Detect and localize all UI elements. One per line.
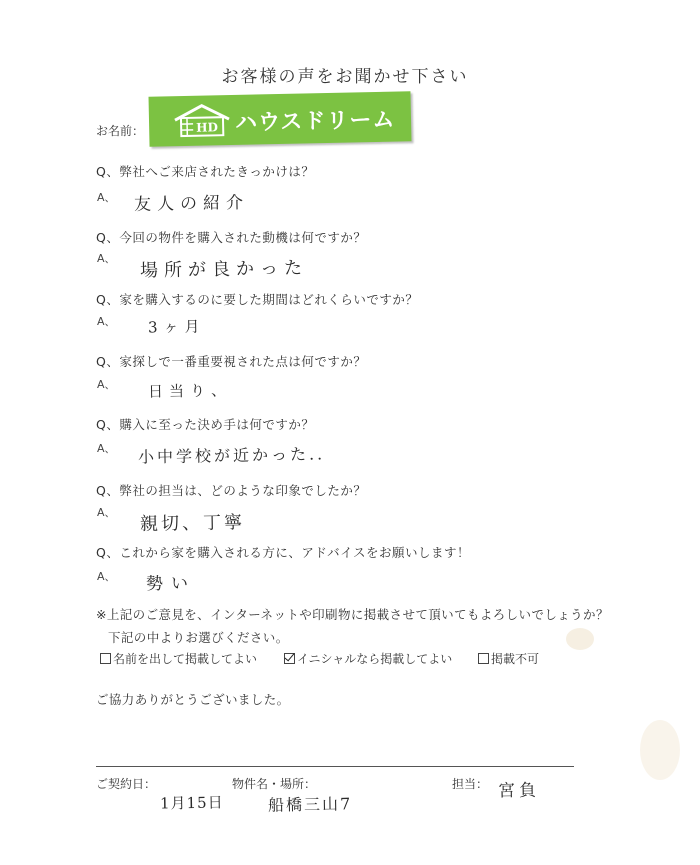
answer-2-label: A、	[97, 252, 116, 265]
answer-7-label: A、	[97, 570, 116, 583]
answer-7: 勢い	[145, 573, 197, 595]
answer-2: 場所が良かった	[139, 257, 309, 282]
house-logo-icon	[173, 103, 232, 138]
thanks-message: ご協力ありがとうございました。	[96, 692, 290, 707]
footer-divider	[96, 766, 574, 767]
property-value: 船橋三山7	[267, 794, 353, 815]
question-4: Q、家探しで一番重要視された点は何ですか？	[96, 354, 367, 369]
answer-3: 3ヶ月	[147, 317, 206, 337]
staff-label: 担当：	[452, 777, 489, 791]
property-label: 物件名・場所：	[232, 777, 317, 791]
option-initials-label: イニシャルなら掲載してよい	[297, 652, 453, 666]
option-full-name[interactable]	[100, 650, 257, 667]
answer-5-label: A、	[97, 442, 116, 455]
answer-5: 小中学校が近かった..	[137, 444, 326, 467]
answer-1: 友人の紹介	[133, 192, 250, 216]
question-7: Q、これから家を購入される方に、アドバイスをお願いします！	[96, 545, 470, 560]
consent-instruction: 下記の中よりお選びください。	[108, 630, 289, 645]
question-6: Q、弊社の担当は、どのような印象でしたか？	[96, 483, 367, 498]
checkbox-initials[interactable]	[284, 653, 295, 664]
form-title: お客様の声をお聞かせ下さい	[221, 67, 469, 87]
answer-6: 親切、丁寧	[139, 512, 246, 535]
answer-4: 日当り、	[147, 381, 233, 401]
logo-text: ハウスドリーム	[234, 107, 396, 136]
logo-mark: HD	[196, 120, 219, 135]
paper-stain	[640, 720, 680, 780]
question-3: Q、家を購入するのに要した期間はどれくらいですか？	[96, 292, 419, 307]
answer-3-label: A、	[97, 315, 116, 328]
question-5: Q、購入に至った決め手は何ですか？	[96, 417, 315, 432]
consent-question: ※上記のご意見を、インターネットや印刷物に掲載させて頂いてもよろしいでしょうか？	[96, 607, 609, 622]
option-initials[interactable]	[284, 650, 452, 667]
question-1: Q、弊社へご来店されたきっかけは？	[96, 164, 315, 179]
answer-6-label: A、	[97, 506, 116, 519]
answer-4-label: A、	[97, 378, 116, 391]
option-full-name-label: 名前を出して掲載してよい	[113, 652, 258, 666]
name-label: お名前：	[96, 124, 145, 138]
contract-date-label: ご契約日：	[96, 777, 157, 791]
company-logo	[149, 91, 412, 146]
option-not-allowed[interactable]	[478, 650, 539, 667]
paper-stain	[566, 628, 594, 650]
option-not-allowed-label: 掲載不可	[491, 652, 540, 666]
staff-value: 宮負	[497, 780, 541, 802]
checkbox-not-allowed[interactable]	[478, 653, 489, 664]
answer-1-label: A、	[97, 191, 116, 204]
checkbox-full-name[interactable]	[100, 653, 111, 664]
question-2: Q、今回の物件を購入された動機は何ですか？	[96, 230, 367, 245]
contract-date-value: 1月15日	[159, 793, 224, 813]
